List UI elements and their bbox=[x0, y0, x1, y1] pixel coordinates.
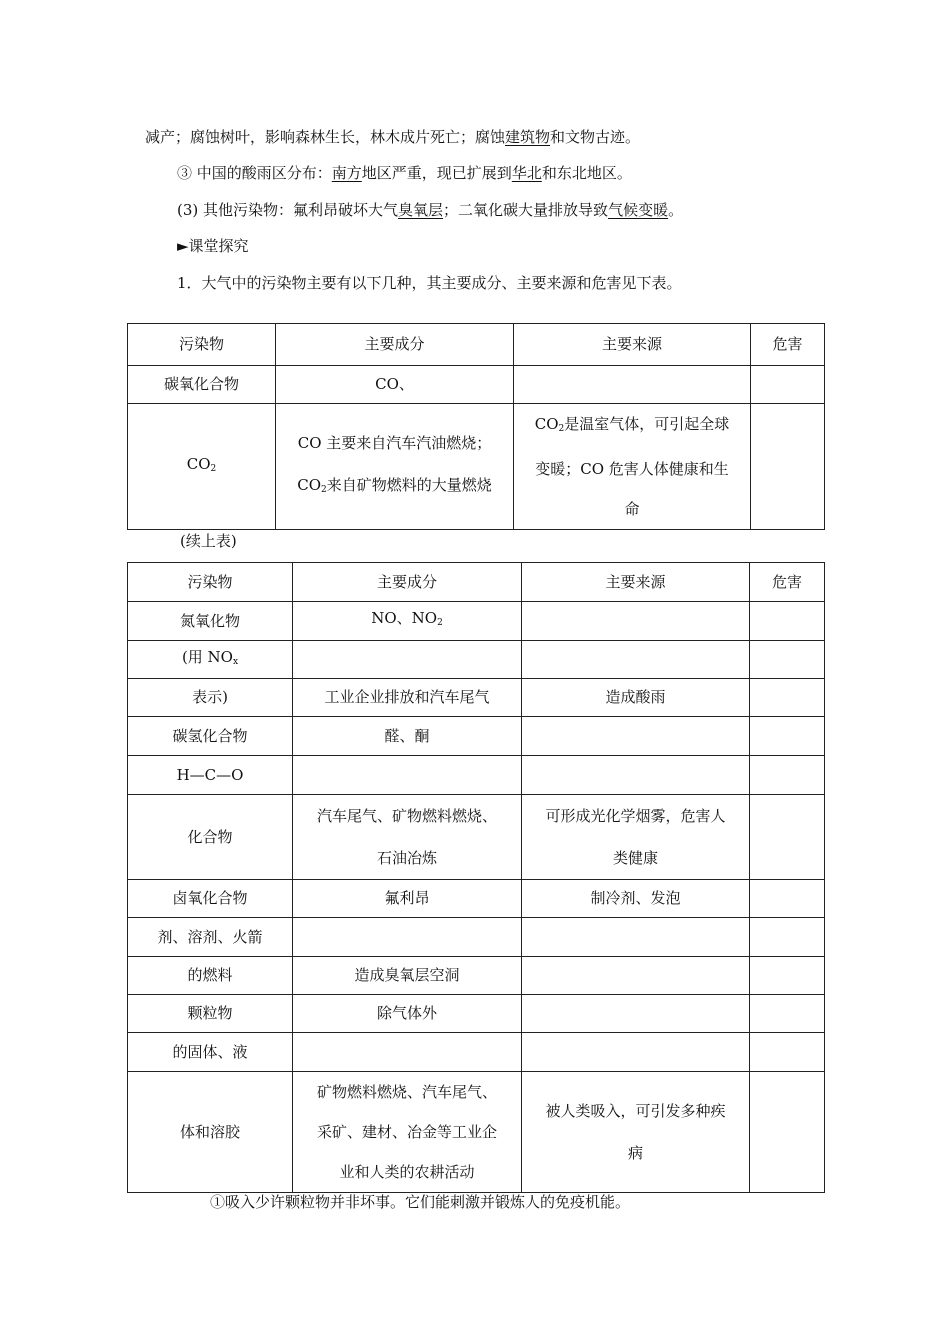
header-harm: 危害 bbox=[750, 563, 825, 602]
table-row bbox=[128, 918, 825, 957]
table-row bbox=[128, 1033, 825, 1072]
header-main-component: 主要成分 bbox=[293, 563, 522, 602]
cell-pollutant: 剂、溶剂、火箭 bbox=[128, 918, 293, 957]
header-pollutant: 污染物 bbox=[128, 563, 293, 602]
cell-component bbox=[293, 641, 522, 679]
cell-harm bbox=[750, 880, 825, 918]
cell-harm bbox=[750, 717, 825, 756]
table-row bbox=[128, 404, 825, 530]
paragraph-acid-rain-effects: 减产；腐蚀树叶，影响森林生长，林木成片死亡；腐蚀建筑物和文物古迹。 bbox=[145, 128, 641, 146]
cell-source: 制冷剂、发泡 bbox=[522, 880, 750, 918]
cell-pollutant: 的燃料 bbox=[128, 957, 293, 995]
cell-pollutant: 碳氧化合物 bbox=[128, 366, 276, 404]
header-harm: 危害 bbox=[751, 324, 825, 366]
cell-component bbox=[293, 756, 522, 795]
cell-harm bbox=[750, 602, 825, 641]
header-pollutant: 污染物 bbox=[128, 324, 276, 366]
pollutant-table-2 bbox=[127, 562, 825, 1193]
cell-pollutant: 碳氢化合物 bbox=[128, 717, 293, 756]
cell-harm bbox=[750, 995, 825, 1033]
cell-harm bbox=[750, 957, 825, 995]
cell-harm bbox=[751, 404, 825, 530]
table-row bbox=[128, 756, 825, 795]
cell-pollutant: 化合物 bbox=[128, 795, 293, 880]
cell-pollutant: 的固体、液 bbox=[128, 1033, 293, 1072]
cell-harm bbox=[750, 641, 825, 679]
table-row bbox=[128, 957, 825, 995]
cell-source bbox=[522, 1033, 750, 1072]
header-main-source: 主要来源 bbox=[514, 324, 751, 366]
table-row bbox=[128, 795, 825, 880]
cell-component: CO 主要来自汽车汽油燃烧； $CO_2$来自矿物燃料的大量燃烧 bbox=[276, 404, 514, 530]
cell-harm bbox=[750, 1033, 825, 1072]
cell-component bbox=[293, 918, 522, 957]
header-main-component: 主要成分 bbox=[276, 324, 514, 366]
cell-component: CO、 bbox=[276, 366, 514, 404]
table-row bbox=[128, 602, 825, 641]
cell-source bbox=[522, 756, 750, 795]
cell-harm bbox=[750, 918, 825, 957]
cell-pollutant: 卤氧化合物 bbox=[128, 880, 293, 918]
table-row bbox=[128, 366, 825, 404]
cell-component: 工业企业排放和汽车尾气 bbox=[293, 679, 522, 717]
table-row bbox=[128, 1072, 825, 1193]
intro-paragraph: 1．大气中的污染物主要有以下几种，其主要成分、主要来源和危害见下表。 bbox=[177, 274, 682, 292]
cell-pollutant: 表示) bbox=[128, 679, 293, 717]
cell-component: 造成臭氧层空洞 bbox=[293, 957, 522, 995]
section-heading: ►课堂探究 bbox=[177, 237, 249, 255]
table-row bbox=[128, 880, 825, 918]
cell-source: 可形成光化学烟雾，危害人 类健康 bbox=[522, 795, 750, 880]
table-header-row bbox=[128, 563, 825, 602]
cell-source bbox=[522, 602, 750, 641]
table-row bbox=[128, 995, 825, 1033]
table-row bbox=[128, 679, 825, 717]
cell-component: NO、$NO_2$ bbox=[293, 602, 522, 641]
cell-pollutant: (用 $NO_x$ bbox=[128, 641, 293, 679]
cell-source: 被人类吸入，可引发多种疾 病 bbox=[522, 1072, 750, 1193]
cell-source: 造成酸雨 bbox=[522, 679, 750, 717]
continued-label: (续上表) bbox=[180, 532, 237, 550]
cell-harm bbox=[750, 795, 825, 880]
cell-harm bbox=[750, 679, 825, 717]
cell-source bbox=[522, 957, 750, 995]
cell-source bbox=[522, 918, 750, 957]
cell-component: 氟利昂 bbox=[293, 880, 522, 918]
cell-source bbox=[522, 641, 750, 679]
cell-component: 除气体外 bbox=[293, 995, 522, 1033]
paragraph-other-pollutants: (3) 其他污染物：氟利昂破坏大气臭氧层；二氧化碳大量排放导致气候变暖。 bbox=[177, 201, 684, 219]
cell-pollutant: H—C—O bbox=[128, 756, 293, 795]
table-header-row bbox=[128, 324, 825, 366]
cell-component: 醛、酮 bbox=[293, 717, 522, 756]
cell-source bbox=[514, 366, 751, 404]
pollutant-table-1 bbox=[127, 323, 825, 530]
cell-pollutant: 颗粒物 bbox=[128, 995, 293, 1033]
cell-component: 矿物燃料燃烧、汽车尾气、 采矿、建材、冶金等工业企 业和人类的农耕活动 bbox=[293, 1072, 522, 1193]
cell-source bbox=[522, 717, 750, 756]
header-main-source: 主要来源 bbox=[522, 563, 750, 602]
cell-harm bbox=[751, 366, 825, 404]
cell-pollutant: 体和溶胶 bbox=[128, 1072, 293, 1193]
cell-source: $CO_2$是温室气体，可引起全球 变暖；CO 危害人体健康和生 命 bbox=[514, 404, 751, 530]
footnote: ①吸入少许颗粒物并非坏事。它们能刺激并锻炼人的免疫机能。 bbox=[210, 1193, 631, 1211]
cell-pollutant: 氮氧化物 bbox=[128, 602, 293, 641]
cell-harm bbox=[750, 756, 825, 795]
cell-component: 汽车尾气、矿物燃料燃烧、 石油冶炼 bbox=[293, 795, 522, 880]
cell-source bbox=[522, 995, 750, 1033]
cell-harm bbox=[750, 1072, 825, 1193]
cell-component bbox=[293, 1033, 522, 1072]
table-row bbox=[128, 641, 825, 679]
paragraph-acid-rain-distribution: ③ 中国的酸雨区分布：南方地区严重，现已扩展到华北和东北地区。 bbox=[177, 164, 632, 182]
cell-pollutant: $CO_2$ bbox=[128, 404, 276, 530]
table-row bbox=[128, 717, 825, 756]
